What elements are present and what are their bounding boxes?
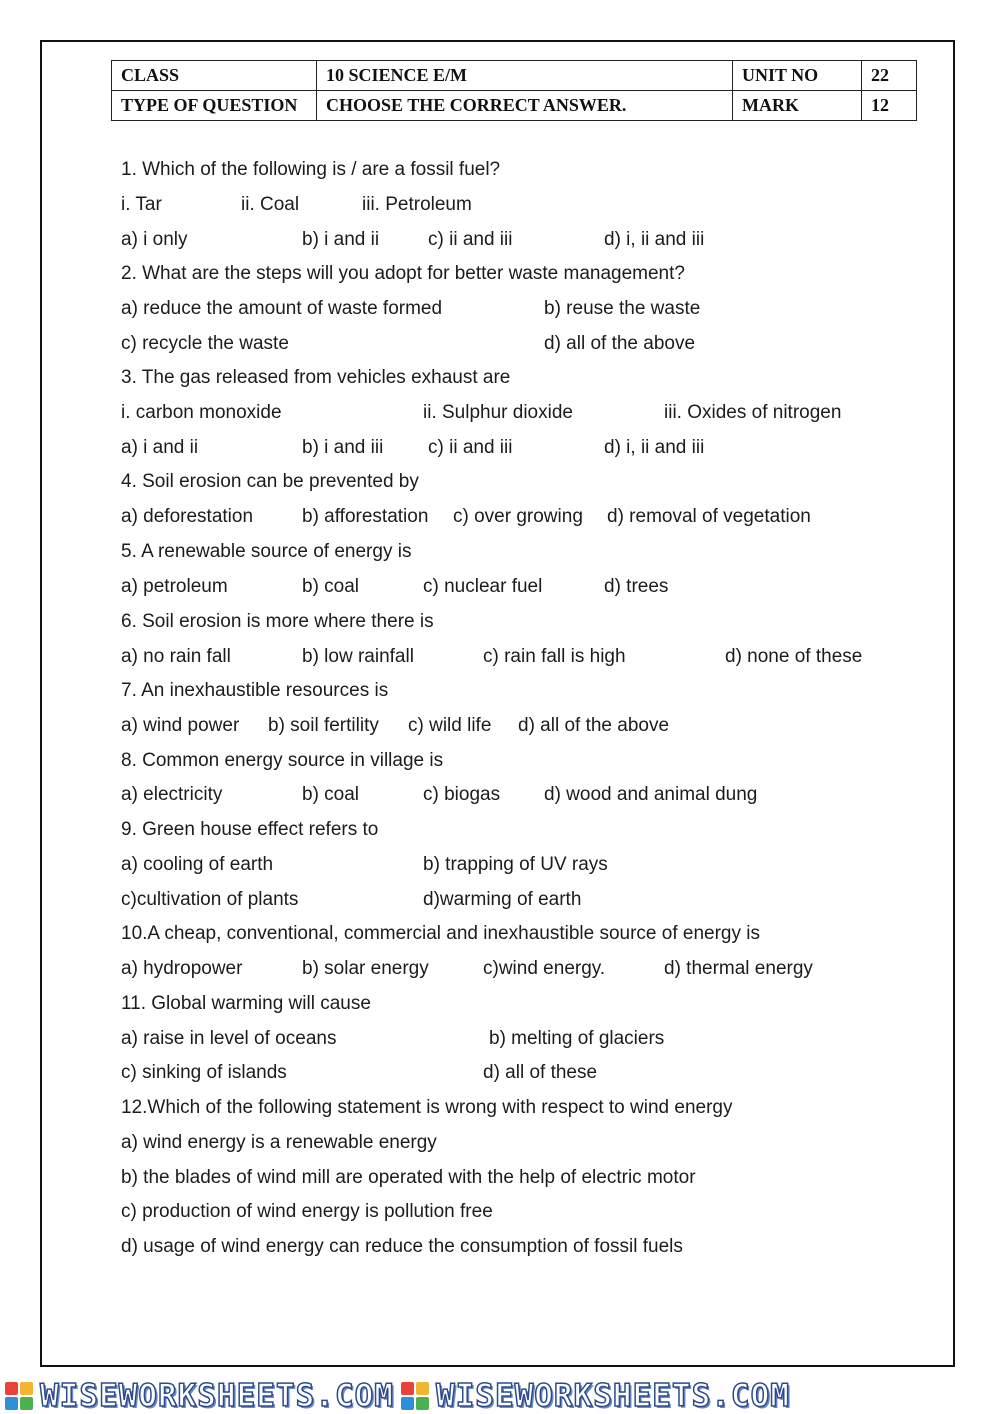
logo-square-1 [5, 1382, 18, 1395]
q11-option-b: b) melting of glaciers [489, 1028, 665, 1049]
q12-option-b: b) the blades of wind mill are operated with the help of electric motor [121, 1167, 696, 1188]
q8-option-d: d) wood and animal dung [544, 784, 758, 805]
logo-square-4 [416, 1397, 429, 1410]
question-1: 1. Which of the following is / are a fossil fuel? [121, 159, 501, 180]
q3-option-a: a) i and ii [121, 437, 199, 458]
type-value: CHOOSE THE CORRECT ANSWER. [317, 91, 733, 121]
logo-square-2 [20, 1382, 33, 1395]
q8-option-a: a) electricity [121, 784, 223, 805]
wiseworksheets-logo-icon [400, 1381, 430, 1411]
question-5: 5. A renewable source of energy is [121, 541, 412, 562]
q8-option-b: b) coal [302, 784, 360, 805]
q1-statement-i: i. Tar [121, 194, 162, 215]
q7-option-a: a) wind power [121, 715, 240, 736]
type-label: TYPE OF QUESTION [112, 91, 317, 121]
q12-option-c: c) production of wind energy is pollution free [121, 1201, 493, 1222]
question-4: 4. Soil erosion can be prevented by [121, 471, 419, 492]
logo-square-3 [5, 1397, 18, 1410]
q8-option-c: c) biogas [423, 784, 501, 805]
header-row-2 [112, 91, 917, 121]
q5-option-d: d) trees [604, 576, 669, 597]
q10-option-d: d) thermal energy [664, 958, 813, 979]
q4-option-a: a) deforestation [121, 506, 254, 527]
q4-option-c: c) over growing [453, 506, 583, 527]
q3-statement-i: i. carbon monoxide [121, 402, 282, 423]
q11-option-a: a) raise in level of oceans [121, 1028, 337, 1049]
unit-value: 22 [862, 61, 917, 91]
q3-option-b: b) i and iii [302, 437, 384, 458]
q2-option-d: d) all of the above [544, 333, 696, 354]
question-8: 8. Common energy source in village is [121, 750, 444, 771]
logo-square-2 [416, 1382, 429, 1395]
logo-square-4 [20, 1397, 33, 1410]
mark-label: MARK [733, 91, 862, 121]
q9-option-c: c)cultivation of plants [121, 889, 299, 910]
q3-option-c: c) ii and iii [428, 437, 513, 458]
header-table [111, 60, 917, 121]
q12-option-d: d) usage of wind energy can reduce the consumption of fossil fuels [121, 1236, 683, 1257]
q12-option-a: a) wind energy is a renewable energy [121, 1132, 437, 1153]
question-7: 7. An inexhaustible resources is [121, 680, 389, 701]
logo-square-3 [401, 1397, 414, 1410]
question-3: 3. The gas released from vehicles exhaust are [121, 367, 511, 388]
q11-option-d: d) all of these [483, 1062, 598, 1083]
q1-option-d: d) i, ii and iii [604, 229, 705, 250]
unit-label: UNIT NO [733, 61, 862, 91]
q4-option-b: b) afforestation [302, 506, 429, 527]
q1-option-a: a) i only [121, 229, 188, 250]
q5-option-c: c) nuclear fuel [423, 576, 543, 597]
q6-option-b: b) low rainfall [302, 646, 414, 667]
q1-statement-iii: iii. Petroleum [362, 194, 472, 215]
q6-option-d: d) none of these [725, 646, 863, 667]
q11-option-c: c) sinking of islands [121, 1062, 287, 1083]
q3-statement-iii: iii. Oxides of nitrogen [664, 402, 842, 423]
q6-option-c: c) rain fall is high [483, 646, 626, 667]
question-2: 2. What are the steps will you adopt for better waste management? [121, 263, 685, 284]
q5-option-a: a) petroleum [121, 576, 228, 597]
q9-option-b: b) trapping of UV rays [423, 854, 608, 875]
class-value: 10 SCIENCE E/M [317, 61, 733, 91]
header-row-1 [112, 61, 917, 91]
q3-option-d: d) i, ii and iii [604, 437, 705, 458]
q2-option-c: c) recycle the waste [121, 333, 289, 354]
brand-text-1: WISEWORKSHEETS.COM [40, 1377, 394, 1414]
wiseworksheets-logo-icon [4, 1381, 34, 1411]
q7-option-b: b) soil fertility [268, 715, 379, 736]
logo-square-1 [401, 1382, 414, 1395]
q1-option-b: b) i and ii [302, 229, 380, 250]
question-6: 6. Soil erosion is more where there is [121, 611, 434, 632]
q9-option-a: a) cooling of earth [121, 854, 274, 875]
q1-option-c: c) ii and iii [428, 229, 513, 250]
q2-option-a: a) reduce the amount of waste formed [121, 298, 443, 319]
q7-option-d: d) all of the above [518, 715, 670, 736]
question-9: 9. Green house effect refers to [121, 819, 379, 840]
q7-option-c: c) wild life [408, 715, 492, 736]
question-12: 12.Which of the following statement is wrong with respect to wind energy [121, 1097, 733, 1118]
q5-option-b: b) coal [302, 576, 360, 597]
footer-branding [0, 1378, 1000, 1413]
q10-option-a: a) hydropower [121, 958, 243, 979]
mark-value: 12 [862, 91, 917, 121]
q9-option-d: d)warming of earth [423, 889, 582, 910]
q10-option-b: b) solar energy [302, 958, 429, 979]
brand-text-2: WISEWORKSHEETS.COM [435, 1377, 790, 1414]
q4-option-d: d) removal of vegetation [607, 506, 811, 527]
q6-option-a: a) no rain fall [121, 646, 231, 667]
q10-option-c: c)wind energy. [483, 958, 606, 979]
q2-option-b: b) reuse the waste [544, 298, 701, 319]
question-11: 11. Global warming will cause [121, 993, 371, 1014]
question-10: 10.A cheap, conventional, commercial and inexhaustible source of energy is [121, 923, 760, 944]
class-label: CLASS [112, 61, 317, 91]
q1-statement-ii: ii. Coal [241, 194, 300, 215]
q3-statement-ii: ii. Sulphur dioxide [423, 402, 573, 423]
